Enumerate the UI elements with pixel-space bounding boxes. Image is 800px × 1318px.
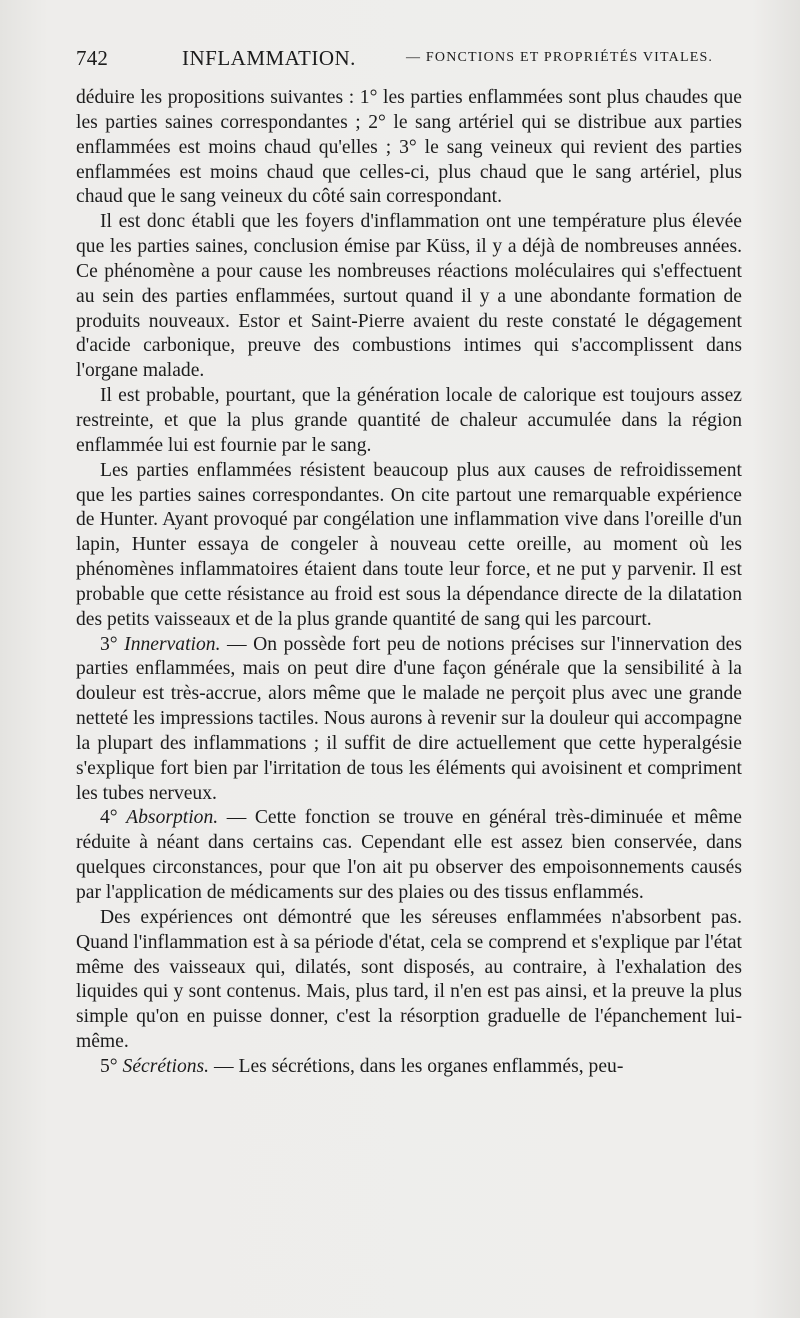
paragraph: Il est probable, pourtant, que la génération locale de calorique est toujours assez restreinte, et que la plus grande quantité de chaleur accumulée dans la région enflammée lui est fournie par le sang.	[76, 385, 742, 456]
paragraph-innervation: 3° Innervation. — On possède fort peu de notions précises sur l'innervation des parties enflammées, mais on peut dire d'une façon générale que la sensibilité à la douleur est très-accrue, alors même que le malade ne perçoit plus avec une grande netteté les impressions tactiles. Nous aurons à revenir sur la douleur qui accompagne la plupart des inflammations ; il suffit de dire actuellement que cette hyperalgésie s'explique fort bien par l'irritation de tous les éléments qui avoisinent et compriment les tubes nerveux.	[76, 633, 742, 804]
section-number: 4°	[100, 807, 118, 829]
page-number: 742	[76, 46, 109, 70]
body-text	[76, 86, 742, 1080]
paragraph: Les parties enflammées résistent beaucoup plus aux causes de refroidissement que les parties saines correspondantes. On cite partout une remarquable expérience de Hunter. Ayant provoqué par congélation une inflammation vive dans l'oreille d'un lapin, Hunter essaya de congeler à nouveau cette oreille, au moment où les phénomènes inflammatoires étaient dans toute leur force, et ne put y parvenir. Il est probable que cette résistance au froid est sous la dépendance directe de la dilatation des petits vaisseaux et de la plus grande quantité de sang qui les parcourt.	[76, 459, 742, 630]
section-heading: Absorption.	[126, 807, 219, 829]
section-heading: Innervation.	[124, 633, 221, 655]
paragraph: Il est donc établi que les foyers d'inflammation ont une température plus élevée que les parties saines, conclusion émise par Küss, il y a déjà de nombreuses années. Ce phénomène a pour cause les nombreuses réactions moléculaires qui s'effectuent au sein des parties enflammées, surtout quand il y a une abondante formation de produits nouveaux. Estor et Saint-Pierre avaient du reste constaté le dégagement d'acide carbonique, preuve des combustions intimes qui s'accomplissent dans l'organe malade.	[76, 211, 742, 382]
paragraph: déduire les propositions suivantes : 1° les parties enflammées sont plus chaudes que les parties saines correspondantes ; 2° le sang artériel qui se distribue aux parties enflammées est moins chaud qu'elles ; 3° le sang veineux qui revient des parties enflammées est moins chaud que celles-ci, plus chaud que le sang artériel, plus chaud que le sang veineux du côté sain correspondant.	[76, 87, 742, 208]
paragraph-secretions: 5° Sécrétions. — Les sécrétions, dans les organes enflammés, peu-	[100, 1055, 624, 1077]
section-heading: Sécrétions.	[122, 1055, 210, 1077]
paragraph: Des expériences ont démontré que les séreuses enflammées n'absorbent pas. Quand l'inflammation est à sa période d'état, cela se comprend et s'explique par l'état même des vaisseaux qui, dilatés, sont disposés, au contraire, à l'exhalation des liquides qui y sont contenus. Mais, plus tard, il n'en est pas ainsi, et la preuve la plus simple qu'on en puisse donner, c'est la résorption graduelle de l'épanchement lui-même.	[76, 906, 742, 1053]
running-header	[76, 46, 742, 76]
section-number: 3°	[100, 633, 118, 655]
section-subtitle: — FONCTIONS ET PROPRIÉTÉS VITALES.	[406, 50, 714, 65]
paragraph-absorption: 4° Absorption. — Cette fonction se trouve en général très-diminuée et même réduite à néant dans certains cas. Cependant elle est assez bien conservée, dans quelques circonstances, pour que l'on ait pu observer des empoisonnements causés par l'application de médicaments sur des plaies ou des tissus enflammés.	[76, 807, 742, 903]
section-number: 5°	[100, 1055, 118, 1077]
chapter-title: INFLAMMATION.	[182, 46, 356, 70]
